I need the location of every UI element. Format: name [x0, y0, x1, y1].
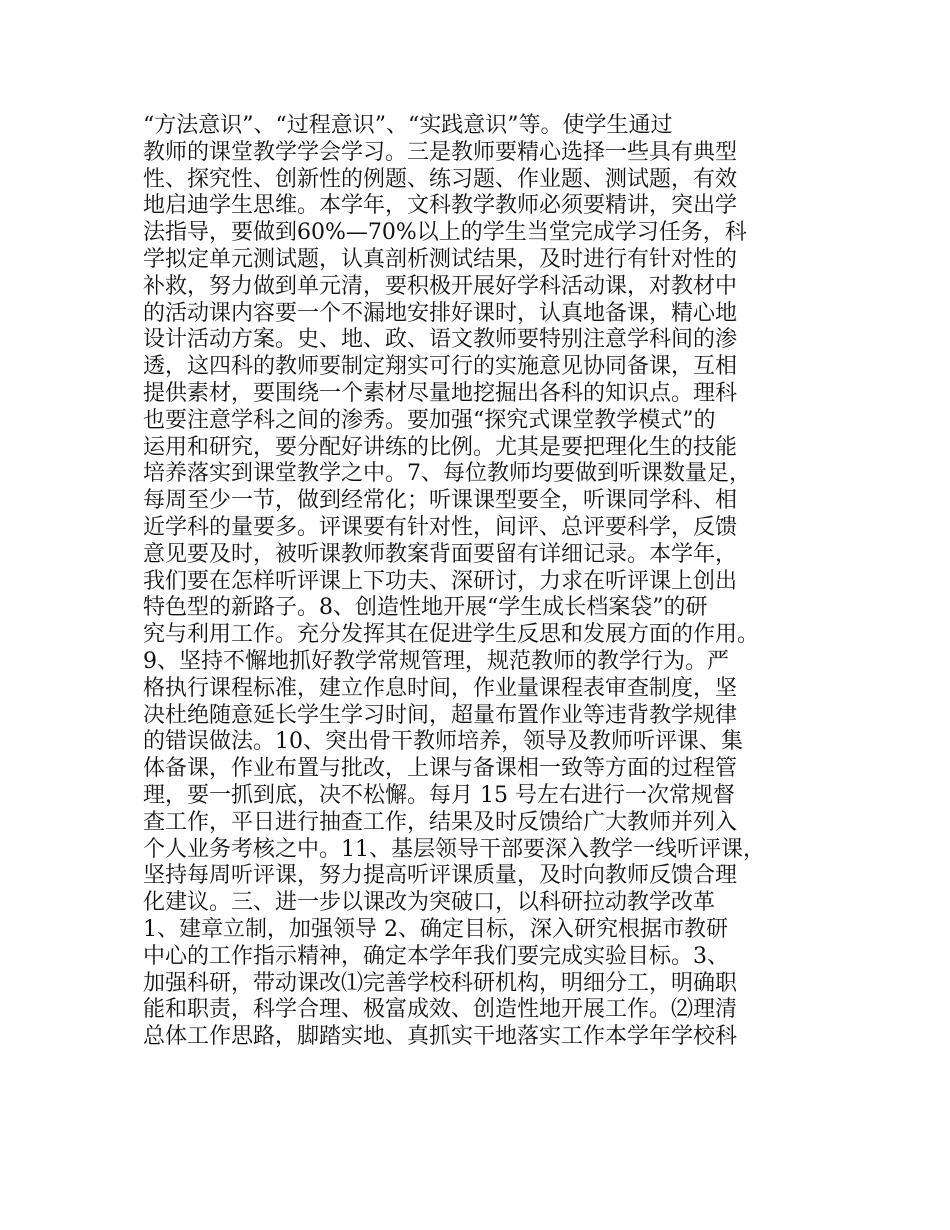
text-line: 决杜绝随意延长学生学习时间，超量布置作业等违背教学规律: [143, 702, 738, 728]
text-line: 特色型的新路子。8、创造性地开展“学生成长档案袋”的研: [143, 595, 708, 621]
text-line: 中心的工作指示精神，确定本学年我们要完成实验目标。3、: [143, 943, 729, 969]
text-line: 性、探究性、创新性的例题、练习题、作业题、测试题，有效: [143, 166, 738, 192]
text-line: 1、建章立制，加强领导 2、确定目标，深入研究根据市教研: [143, 916, 728, 942]
text-line: 坚持每周听评课，努力提高听评课质量，及时向教师反馈合理: [143, 863, 738, 889]
text-line: 提供素材，要围绕一个素材尽量地挖掘出各科的知识点。理科: [143, 380, 738, 406]
text-line: 地启迪学生思维。本学年，文科教学教师必须要精讲，突出学: [143, 193, 738, 219]
text-line: 能和职责，科学合理、极富成效、创造性地开展工作。⑵理清: [143, 997, 738, 1023]
text-line: 我们要在怎样听评课上下功夫、深研讨，力求在听评课上创出: [143, 568, 738, 594]
text-line: 格执行课程标准，建立作息时间，作业量课程表审查制度，坚: [143, 675, 738, 701]
text-line: 的活动课内容要一个不漏地安排好课时，认真地备课，精心地: [143, 300, 738, 326]
text-line: 设计活动方案。史、地、政、语文教师要特别注意学科间的渗: [143, 327, 738, 353]
text-line: 补救，努力做到单元清，要积极开展好学科活动课，对教材中: [143, 273, 738, 299]
text-line: 化建议。三、进一步以课改为突破口，以科研拉动教学改革: [143, 890, 716, 916]
text-line: 加强科研，带动课改⑴完善学校科研机构，明细分工，明确职: [143, 970, 738, 996]
text-line: 学拟定单元测试题，认真剖析测试结果，及时进行有针对性的: [143, 246, 738, 272]
text-line: 意见要及时，被听课教师教案背面要留有详细记录。本学年，: [143, 541, 738, 567]
text-line: 法指导，要做到60%—70%以上的学生当堂完成学习任务，科: [143, 220, 747, 246]
text-line: 近学科的量要多。评课要有针对性，间评、总评要科学，反馈: [143, 514, 738, 540]
text-line: 教师的课堂教学学会学习。三是教师要精心选择一些具有典型: [143, 139, 738, 165]
text-line: 个人业务考核之中。11、基层领导干部要深入教学一线听评课，: [143, 836, 765, 862]
text-line: 总体工作思路，脚踏实地、真抓实干地落实工作本学年学校科: [143, 1024, 738, 1050]
text-line: 体备课，作业布置与批改，上课与备课相一致等方面的过程管: [143, 756, 738, 782]
text-line: 培养落实到课堂教学之中。7、每位教师均要做到听课数量足，: [143, 461, 751, 487]
text-line: 运用和研究，要分配好讲练的比例。尤其是要把理化生的技能: [143, 434, 738, 460]
text-line: 的错误做法。10、突出骨干教师培养，领导及教师听评课、集: [143, 729, 743, 755]
text-line: 查工作，平日进行抽查工作，结果及时反馈给广大教师并列入: [143, 809, 738, 835]
text-line: 每周至少一节，做到经常化；听课课型要全，听课同学科、相: [143, 488, 738, 514]
text-line: 理，要一抓到底，决不松懈。每月 15 号左右进行一次常规督: [143, 782, 735, 808]
text-line: 也要注意学科之间的渗秀。要加强“探究式课堂教学模式”的: [143, 407, 716, 433]
text-line: 9、坚持不懈地抓好教学常规管理，规范教师的教学行为。严: [143, 648, 729, 674]
text-line: 究与利用工作。充分发挥其在促进学生反思和发展方面的作用。: [143, 622, 760, 648]
text-line: “方法意识”、“过程意识”、“实践意识”等。使学生通过: [143, 113, 673, 138]
text-line: 透，这四科的教师要制定翔实可行的实施意见协同备课，互相: [143, 354, 738, 380]
body-text: [143, 113, 843, 1051]
